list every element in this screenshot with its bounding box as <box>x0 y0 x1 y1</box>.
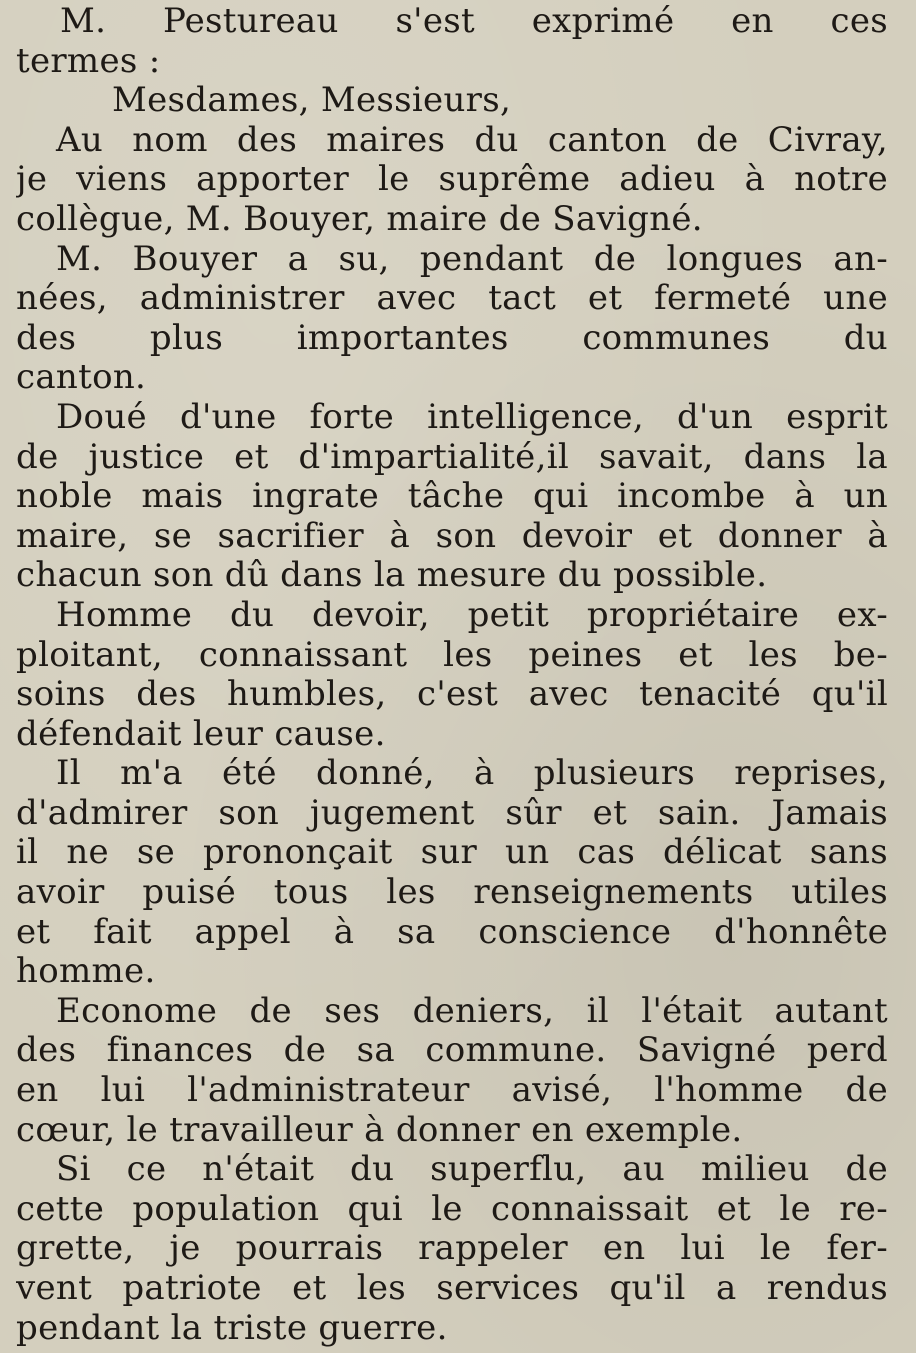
text-line: homme. <box>16 952 156 992</box>
text-line: M. Bouyer a su, pendant de longues an- <box>56 239 888 279</box>
text-line: des finances de sa commune. Savigné perd <box>16 1031 888 1071</box>
text-line: noble mais ingrate tâche qui incombe à un <box>16 477 888 517</box>
text-line: nées, administrer avec tact et fermeté une <box>16 279 888 319</box>
text-line: en lui l'administrateur avisé, l'homme de <box>16 1071 888 1111</box>
text-line: ploitant, connaissant les peines et les be- <box>16 635 888 675</box>
text-line: vent patriote et les services qu'il a rendus <box>16 1269 888 1308</box>
text-line: Econome de ses deniers, il l'était autant <box>56 991 888 1031</box>
text-line: il ne se prononçait sur un cas délicat sans <box>16 833 888 873</box>
text-line: Si ce n'était du superflu, au milieu de <box>56 1150 888 1190</box>
text-line: d'admirer son jugement sûr et sain. Jamais <box>16 793 888 833</box>
text-line: de justice et d'impartialité,il savait, dans la <box>16 437 888 477</box>
text-line: Au nom des maires du canton de Civray, <box>56 120 888 160</box>
text-line: cœur, le travailleur à donner en exemple. <box>16 1110 743 1150</box>
text-line: maire, se sacrifier à son devoir et donner à <box>16 516 888 556</box>
text-line: Mesdames, Messieurs, <box>112 81 512 121</box>
text-line: M. Pestureau s'est exprimé en ces <box>60 2 888 41</box>
text-line: cette population qui le connaissait et le re- <box>16 1189 888 1229</box>
text-line: canton. <box>16 358 147 398</box>
text-line: termes : <box>16 41 161 81</box>
text-line: grette, je pourrais rappeler en lui le fer- <box>16 1229 888 1269</box>
text-line: des plus importantes communes du <box>16 318 888 358</box>
text-line: je viens apporter le suprême adieu à notre <box>16 160 888 200</box>
text-line: défendait leur cause. <box>16 714 386 754</box>
text-line: Homme du devoir, petit propriétaire ex- <box>56 595 888 635</box>
text-line: pendant la triste guerre. <box>16 1308 448 1348</box>
text-line: soins des humbles, c'est avec tenacité qu'il <box>16 675 888 715</box>
text-line: Il m'a été donné, à plusieurs reprises, <box>56 754 888 794</box>
text-line: chacun son dû dans la mesure du possible. <box>16 556 768 596</box>
text-line: Doué d'une forte intelligence, d'un esprit <box>56 397 888 437</box>
text-line: collègue, M. Bouyer, maire de Savigné. <box>16 199 703 239</box>
text-line: et fait appel à sa conscience d'honnête <box>16 912 888 952</box>
text-line: avoir puisé tous les renseignements utiles <box>16 873 888 913</box>
